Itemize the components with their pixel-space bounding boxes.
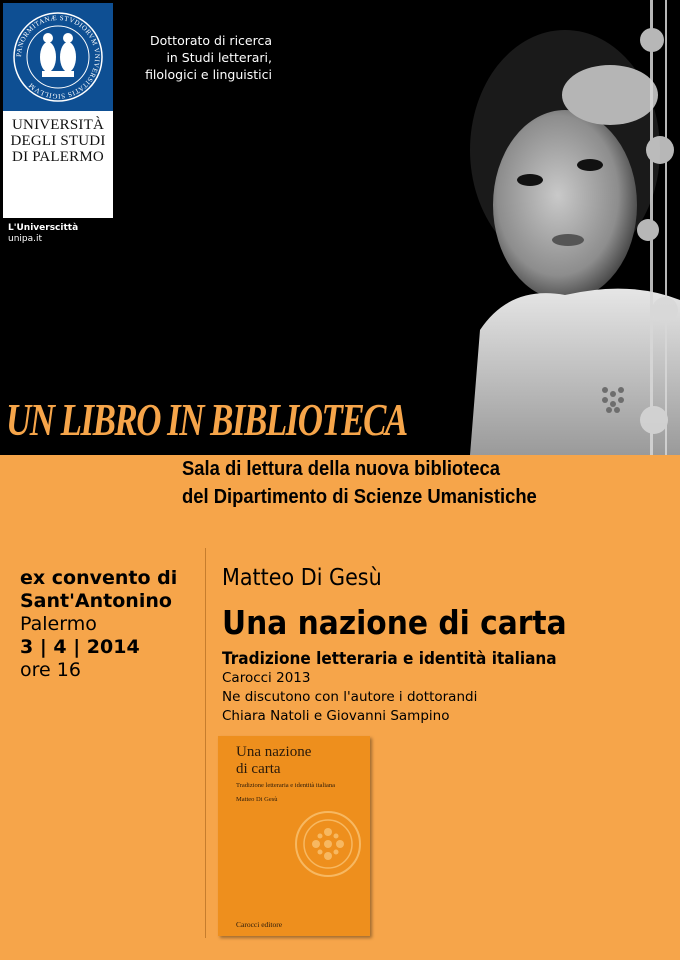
cover-publisher: Carocci editore [236, 920, 283, 929]
program-line-2: in Studi letterari, [166, 50, 272, 65]
cover-subtitle: Tradizione letteraria e identità italiana [236, 782, 336, 789]
university-label [8, 223, 78, 245]
cover-author: Matteo Di Gesù [236, 796, 278, 803]
cover-title-line-1: Una nazione [236, 744, 312, 760]
university-seal-icon [12, 11, 104, 103]
child-photo [470, 0, 680, 455]
cover-title [236, 744, 311, 778]
logo-wordmark [3, 111, 113, 165]
logo-line-3: DI PALERMO [12, 149, 104, 165]
university-url: unipa.it [8, 234, 43, 244]
cover-title-line-2: di carta [236, 761, 281, 777]
discussion-line-1: Ne discutono con l'autore i dottorandi [222, 689, 478, 705]
logo-seal-area [3, 3, 113, 111]
university-logo [3, 3, 113, 218]
venue-block [20, 567, 177, 682]
logo-line-1: UNIVERSITÀ [12, 117, 104, 133]
book-subtitle: Tradizione letteraria e identità italiana [222, 649, 557, 669]
book-author: Matteo Di Gesù [222, 565, 382, 591]
svg-text:PANORMITANÆ STVDIORVM VNIVERSI [15, 14, 101, 100]
university-slogan: L'Universcittà [8, 223, 79, 233]
discussion-line-2: Chiara Natoli e Giovanni Sampino [222, 708, 450, 724]
book-cover [218, 736, 370, 936]
program-line-1: Dottorato di ricerca [150, 33, 272, 48]
event-time: ore 16 [20, 659, 81, 681]
location-line-1: Sala di lettura della nuova biblioteca [182, 458, 501, 480]
child-photo-image [470, 0, 680, 455]
program-line-3: filologici e linguistici [145, 67, 272, 82]
event-headline: UN LIBRO IN BIBLIOTECA [6, 394, 407, 445]
column-divider [205, 548, 206, 938]
location-line-2: del Dipartimento di Scienze Umanistiche [182, 486, 537, 508]
book-details [222, 669, 477, 726]
doctorate-program [122, 32, 272, 83]
seal-ring-text: PANORMITANÆ STVDIORVM VNIVERSITATIS SIGILLVM [14, 13, 102, 101]
venue-line-2: Sant'Antonino [20, 590, 172, 612]
book-title: Una nazione di carta [222, 603, 567, 642]
publisher-emblem-icon [294, 810, 362, 878]
event-date: 3 | 4 | 2014 [20, 636, 140, 658]
venue-city: Palermo [20, 613, 97, 635]
venue-line-1: ex convento di [20, 567, 178, 589]
publisher-year: Carocci 2013 [222, 670, 311, 686]
logo-line-2: DEGLI STUDI [10, 133, 106, 149]
